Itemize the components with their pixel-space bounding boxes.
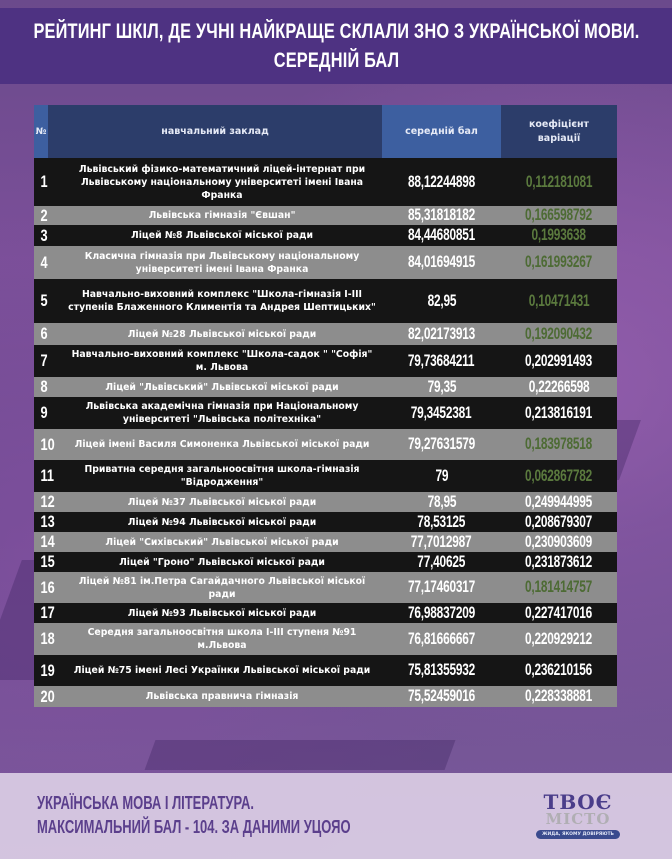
table-row <box>34 623 617 655</box>
average-score-cell-text: 85,31818182 <box>407 206 476 224</box>
logo-bottom-text: МІСТО <box>545 810 611 828</box>
rank-cell: 18 <box>40 629 55 648</box>
table-row <box>34 323 617 345</box>
table-row <box>34 397 617 429</box>
average-score-cell-text: 78,53125 <box>417 512 466 531</box>
average-score-cell-text: 78,95 <box>427 492 456 511</box>
table-row <box>34 572 617 603</box>
variation-coefficient-cell <box>501 687 617 706</box>
school-name-cell: Ліцей №93 Львівської міської ради <box>127 607 317 619</box>
school-name-cell: Ліцей "Сихівський" Львівської міської ради <box>105 536 339 548</box>
school-name-cell: Приватна середня загальноосвітня школа-гімназія "Відродження" <box>84 464 360 488</box>
table-row <box>34 345 617 377</box>
rank-cell: 2 <box>40 205 48 225</box>
footer-source-note: МАКСИМАЛЬНИЙ БАЛ - 104. ЗА ДАНИМИ УЦОЯО <box>37 817 351 837</box>
rank-cell: 14 <box>40 532 55 551</box>
average-score-cell <box>382 206 501 225</box>
table-row <box>34 492 617 512</box>
table-row <box>34 206 617 225</box>
school-name-cell: Ліцей №81 ім.Петра Сагайдачного Львівської міської ради <box>78 575 366 600</box>
rank-cell: 17 <box>40 603 55 622</box>
school-name-cell: Навчально-виховний комплекс "Школа-садок " "Софія" м. Львова <box>71 349 373 373</box>
average-score-cell <box>382 352 501 371</box>
table-row <box>34 377 617 397</box>
header-variation-coefficient <box>501 105 617 158</box>
table-row <box>34 686 617 707</box>
school-name-cell: Львівська гімназія "Євшан" <box>148 210 296 221</box>
rank-cell: 10 <box>40 434 55 454</box>
rank-cell: 20 <box>40 686 55 706</box>
variation-coefficient-cell-text: 0,230903609 <box>525 532 593 551</box>
average-score-cell <box>382 226 501 245</box>
variation-coefficient-cell <box>501 604 617 623</box>
average-score-cell <box>382 404 501 423</box>
header-cv-line-2: варіації <box>537 132 581 144</box>
school-name-cell: Навчально-виховний комплекс "Школа-гімназія І-ІІІ ступенів Блаженного Климентія та Андрея Шептицьких" <box>68 289 376 313</box>
variation-coefficient-cell-text: 0,220929212 <box>525 629 593 648</box>
average-score-cell-text: 77,40625 <box>417 552 466 571</box>
variation-coefficient-cell-text: 0,161993267 <box>525 253 593 271</box>
average-score-cell <box>382 253 501 272</box>
variation-coefficient-cell <box>501 513 617 532</box>
table-body <box>34 158 617 707</box>
rank-cell: 1 <box>40 172 48 191</box>
rank-cell: 5 <box>40 291 48 310</box>
average-score-cell-text: 82,95 <box>427 291 456 310</box>
variation-coefficient-cell <box>501 533 617 552</box>
rank-cell: 16 <box>40 577 55 597</box>
variation-coefficient-cell-text: 0,227417016 <box>525 603 593 622</box>
ranking-table <box>34 105 617 707</box>
average-score-cell-text: 84,01694915 <box>407 253 476 271</box>
header-average-score: середній бал <box>382 105 501 158</box>
variation-coefficient-cell-text: 0,249944995 <box>525 492 593 511</box>
school-name-cell: Ліцей №28 Львівської міської ради <box>127 328 317 340</box>
average-score-cell <box>382 661 501 680</box>
variation-coefficient-cell <box>501 226 617 245</box>
school-name-cell: Ліцей імені Василя Симоненка Львівської міської ради <box>74 439 370 450</box>
average-score-cell <box>382 378 501 397</box>
average-score-cell <box>382 173 501 192</box>
average-score-cell <box>382 493 501 512</box>
table-row <box>34 460 617 492</box>
table-row <box>34 246 617 279</box>
school-name-cell: Ліцей №94 Львівської міської ради <box>127 516 317 528</box>
table-row <box>34 429 617 460</box>
school-name-cell: Львівський фізико-математичний ліцей-інтернат при Львівському національному університеті імені Івана Франка <box>78 163 366 201</box>
rank-cell: 7 <box>40 351 48 370</box>
footer-subject: УКРАЇНСЬКА МОВА І ЛІТЕРАТУРА. <box>37 793 254 813</box>
average-score-cell-text: 77,17460317 <box>407 578 476 596</box>
variation-coefficient-cell-text: 0,192090432 <box>525 324 593 343</box>
title-banner <box>0 8 672 84</box>
variation-coefficient-cell-text: 0,112181081 <box>525 172 593 191</box>
average-score-cell-text: 76,81666667 <box>407 629 476 648</box>
average-score-cell-text: 79,73684211 <box>408 351 475 370</box>
rank-cell: 9 <box>40 403 48 422</box>
average-score-cell <box>382 513 501 532</box>
average-score-cell <box>382 325 501 344</box>
variation-coefficient-cell-text: 0,1993638 <box>531 226 587 244</box>
rank-cell: 6 <box>40 324 48 343</box>
variation-coefficient-cell <box>501 173 617 192</box>
rank-cell: 11 <box>40 466 54 485</box>
average-score-cell-text: 88,12244898 <box>407 172 476 191</box>
average-score-cell-text: 84,44680851 <box>407 226 476 244</box>
table-row <box>34 225 617 246</box>
background-decoration <box>145 740 456 770</box>
rank-cell: 13 <box>40 512 55 531</box>
average-score-cell-text: 79 <box>435 466 448 485</box>
table-row <box>34 512 617 532</box>
average-score-cell <box>382 578 501 597</box>
average-score-cell <box>382 435 501 454</box>
variation-coefficient-cell-text: 0,202991493 <box>525 351 593 370</box>
average-score-cell-text: 79,27631579 <box>407 435 476 453</box>
table-header <box>34 105 617 158</box>
average-score-cell <box>382 467 501 486</box>
rank-cell: 12 <box>40 492 55 511</box>
table-row <box>34 603 617 623</box>
variation-coefficient-cell <box>501 493 617 512</box>
school-name-cell: Ліцей "Гроно" Львівської міської ради <box>119 556 325 568</box>
average-score-cell-text: 75,81355932 <box>407 661 476 679</box>
average-score-cell-text: 79,3452381 <box>411 403 472 422</box>
variation-coefficient-cell <box>501 206 617 225</box>
rank-cell: 19 <box>40 660 55 680</box>
variation-coefficient-cell-text: 0,181414757 <box>525 578 593 596</box>
variation-coefficient-cell <box>501 352 617 371</box>
page-title-line-2: СЕРЕДНІЙ БАЛ <box>273 49 399 72</box>
average-score-cell <box>382 630 501 649</box>
table-row <box>34 655 617 686</box>
variation-coefficient-cell-text: 0,208679307 <box>525 512 593 531</box>
header-rank: № <box>34 105 48 158</box>
variation-coefficient-cell-text: 0,228338881 <box>525 687 593 705</box>
variation-coefficient-cell-text: 0,166598792 <box>525 206 593 224</box>
school-name-cell: Ліцей №75 імені Лесі Українки Львівської міської ради <box>73 665 371 676</box>
variation-coefficient-cell <box>501 325 617 344</box>
header-school: навчальний заклад <box>48 105 382 158</box>
school-name-cell: Львівська правнича гімназія <box>145 691 299 702</box>
variation-coefficient-cell-text: 0,213816191 <box>525 403 593 422</box>
logo-tagline: ЖИДА, ЯКОМУ ДОВІРЯЮТЬ <box>536 830 620 839</box>
variation-coefficient-cell-text: 0,22266598 <box>528 377 590 396</box>
logo-top-text: ТВОЄ <box>543 790 613 814</box>
rank-cell: 15 <box>40 552 55 571</box>
header-cv-line-1: коефіцієнт <box>528 118 590 130</box>
school-name-cell: Ліцей №8 Львівської міської ради <box>130 230 314 241</box>
variation-coefficient-cell <box>501 292 617 311</box>
table-row <box>34 158 617 206</box>
variation-coefficient-cell-text: 0,236210156 <box>525 661 593 679</box>
variation-coefficient-cell <box>501 630 617 649</box>
variation-coefficient-cell <box>501 467 617 486</box>
table-row <box>34 279 617 323</box>
school-name-cell: Ліцей №37 Львівської міської ради <box>127 496 317 508</box>
school-name-cell: Ліцей "Львівський" Львівської міської ради <box>105 381 339 393</box>
rank-cell: 8 <box>40 377 48 396</box>
variation-coefficient-cell <box>501 435 617 454</box>
page-title-line-1: РЕЙТИНГ ШКІЛ, ДЕ УЧНІ НАЙКРАЩЕ СКЛАЛИ ЗНО З УКРАЇНСЬКОЇ МОВИ. <box>32 20 640 43</box>
average-score-cell <box>382 553 501 572</box>
average-score-cell-text: 79,35 <box>427 377 456 396</box>
tvoie-misto-logo <box>531 792 625 840</box>
average-score-cell <box>382 604 501 623</box>
variation-coefficient-cell-text: 0,10471431 <box>528 291 590 310</box>
variation-coefficient-cell <box>501 253 617 272</box>
average-score-cell-text: 76,98837209 <box>407 603 476 622</box>
average-score-cell <box>382 533 501 552</box>
variation-coefficient-cell <box>501 404 617 423</box>
school-name-cell: Середня загальноосвітня школа І-ІІІ ступеня №91 м.Львова <box>87 627 357 651</box>
school-name-cell: Львівська академічна гімназія при Національному університеті "Львівська політехніка" <box>85 401 359 425</box>
variation-coefficient-cell-text: 0,062867782 <box>525 466 593 485</box>
variation-coefficient-cell <box>501 578 617 597</box>
average-score-cell-text: 75,52459016 <box>407 687 476 705</box>
table-row <box>34 552 617 572</box>
average-score-cell-text: 77,7012987 <box>411 532 472 551</box>
school-name-cell: Класична гімназія при Львівському національному університеті імені Івана Франка <box>84 250 360 275</box>
variation-coefficient-cell-text: 0,231873612 <box>525 552 593 571</box>
variation-coefficient-cell <box>501 661 617 680</box>
average-score-cell <box>382 687 501 706</box>
variation-coefficient-cell-text: 0,183978518 <box>525 435 593 453</box>
variation-coefficient-cell <box>501 378 617 397</box>
rank-cell: 4 <box>40 252 48 272</box>
rank-cell: 3 <box>40 225 48 245</box>
variation-coefficient-cell <box>501 553 617 572</box>
average-score-cell-text: 82,02173913 <box>407 324 476 343</box>
table-row <box>34 532 617 552</box>
average-score-cell <box>382 292 501 311</box>
